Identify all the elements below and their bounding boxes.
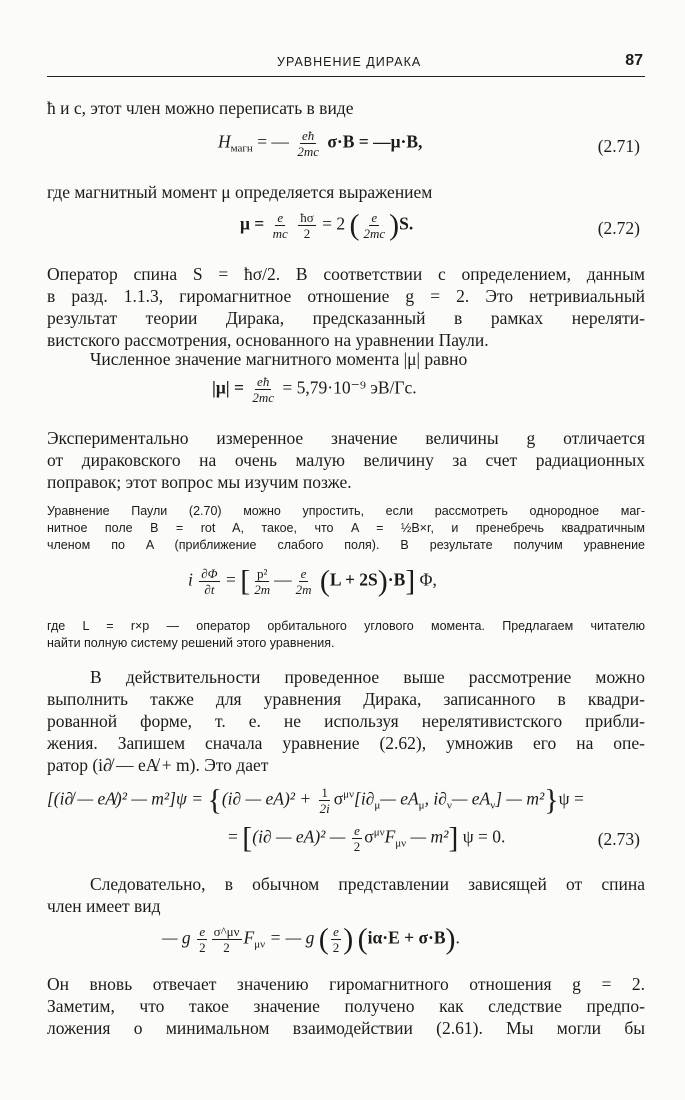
eq272-frac3 [361,210,387,241]
eq272-num1: e [277,210,284,225]
eqs-paren2-open: ( [357,922,368,956]
eqp-frac2 [294,566,314,597]
eqp-num1: p² [256,566,268,581]
paragraph-final-line-3: ложения о минимальном взаимодействии (2.61). Мы могли бы [47,1018,645,1038]
eqp-mid: L + 2S [329,569,378,590]
eq272-den3: 2mc [363,226,386,241]
eqmu-den: 2mc [252,390,275,405]
eq273-brace-close: } [544,783,559,817]
eq272-frac1 [271,210,290,241]
eq273-l1g-sub: ν [490,799,496,812]
paragraph-final-line-2: Заметим, что такое значение получено как следствие предпо- [47,996,645,1016]
small-print-pauli-line-3: членом по A (приближение слабого поля). В результате получим уравнение [47,538,645,552]
small-print-orbital-line-1: где L = r×p — оператор орбитального углового момента. Предлагаем читателю [47,619,645,633]
paragraph-spin-line-3: результат теории Дирака, предсказанный в рамках нереляти- [47,308,645,328]
eqs-f: F [243,927,255,948]
eq273-l2c-sup: μν [373,826,385,839]
small-print-pauli-line-2: нитное поле B = rot A, такое, что A = ½B×r, и пренебречь квадратичным [47,521,645,535]
eq273-brace-open: { [207,783,222,817]
eq271-num: eħ [302,128,315,143]
eqp-paren-close: ) [377,564,388,598]
eq273-l2-bracket-open: [ [242,821,253,855]
eqs-mid: = — g [269,927,315,948]
eq-number-2-73: (2.73) [597,829,640,849]
page-header [47,52,645,77]
eq273-l2d: F [384,826,396,847]
eq272-frac2 [298,210,316,241]
eqs-rhs: iα·E + σ·B [367,927,446,948]
eq273-den-b: 2 [353,839,361,854]
eqmu-lhs: |μ| = [212,377,244,398]
eqs-den2: 2 [223,940,230,955]
eq-number-2-71: (2.71) [597,136,640,156]
paragraph-dirac-line-2: выполнить также для уравнения Дирака, записанного в квадри- [47,689,645,709]
eq272-den1: mc [272,226,288,241]
eq273-l1b: (i∂ — eA)² + [221,788,312,809]
eq273-den-a: 2i [319,801,330,816]
eq272-den2: 2 [303,226,311,241]
running-title: УРАВНЕНИЕ ДИРАКА [277,55,422,69]
eq273-frac-a [318,785,332,816]
paragraph-spin-line-2: в разд. 1.1.3, гиромагнитное отношение g = 2. Это нетривиальный [47,286,645,306]
eq273-num-a: 1 [321,785,328,800]
paragraph-intro: ħ и c, этот член можно переписать в виде [47,98,354,118]
eq271-fraction [295,128,321,159]
eq273-l2f: ψ = 0. [462,826,506,847]
eq273-l2a: = [228,826,238,847]
eqs-frac1 [197,924,208,955]
eqmu-rhs: = 5,79·10⁻⁹ эВ/Гс. [282,377,417,398]
equation-2-71 [218,128,422,159]
paragraph-spin-line-4: вистского рассмотрения, основанного на уравнении Паули. [47,330,489,350]
small-print-pauli-line-1: Уравнение Паули (2.70) можно упростить, если рассмотреть однородное маг- [47,504,645,518]
eq271-sub: магн [230,142,253,155]
paragraph-experiment-line-1: Экспериментально измеренное значение величины g отличается [47,428,645,448]
paragraph-dirac-line-1: В действительности проведенное выше рассмотрение можно [90,667,645,687]
eq273-l2d-sub: μν [395,837,407,850]
paragraph-spin-term-line-1: Следовательно, в обычном представлении зависящей от спина [90,874,645,894]
small-print-orbital-line-2: найти полную систему решений этого уравнения. [47,636,335,650]
eqs-frac3 [331,924,342,955]
equation-2-73-line-2 [228,823,505,854]
eqp-num2: e [300,566,307,581]
eq273-l1f: , i∂ [424,788,447,809]
eq273-l2b: (i∂ — eA)² — [252,826,346,847]
eqs-f-sub: μν [254,938,266,951]
eqp-frac1 [252,566,272,597]
eq273-l2e: — m² [410,826,449,847]
equation-2-72 [240,210,413,241]
eqp-eq: = [225,569,236,590]
eqp-num0: ∂Φ [201,566,218,581]
eqp-rhs: Φ, [419,569,437,590]
eq273-l1g: — eA [451,788,491,809]
eqp-frac0 [199,566,219,597]
eqmu-num: eħ [257,374,270,389]
eq273-l1c-sup: μν [343,788,355,801]
eq-number-2-72: (2.72) [597,218,640,238]
eq272-lhs: μ = [240,213,265,234]
eq273-num-b: e [354,823,360,838]
eq272-mid: = 2 [322,213,346,234]
eqmu-fraction [250,374,276,405]
eqp-paren-open: ( [319,564,330,598]
eq272-paren-open: ( [349,208,360,242]
paragraph-spin-line-1: Оператор спина S = ħσ/2. В соответствии с определением, данным [47,264,645,284]
paragraph-experiment-line-2: от дираковского на очень малую величину за счет радиационных [47,450,645,470]
eq273-l2c: σ [364,826,374,847]
eq271-rest1: = — [257,131,289,152]
eqp-den0: ∂t [204,582,215,597]
eqp-bracket-open: [ [240,564,251,598]
paragraph-dirac-line-5: ратор (i∂̸ — eA̸ + m). Это дает [47,755,269,775]
eq273-l1d-sub: μ [374,799,381,812]
eqs-paren2-close: ) [445,922,456,956]
eq273-l1i: ψ = [558,788,584,809]
paragraph-moment: где магнитный момент μ определяется выражением [47,182,433,202]
equation-2-73-line-1 [47,785,584,816]
eq273-l1d: [i∂ [354,788,375,809]
eqs-num1: e [199,924,206,939]
eqs-num3: e [333,924,339,939]
eqp-dotb: ·B [387,569,406,590]
eq273-l1e: — eA [380,788,419,809]
eqs-den1: 2 [199,940,206,955]
page-number: 87 [625,52,643,69]
eqp-lhs: i [188,569,193,590]
eq271-rest2: σ·B = —μ·B, [327,131,423,152]
eq273-l1a: [(i∂̸ — eA̸)² — m²]ψ = [47,788,204,809]
eqs-paren1-close: ) [343,922,354,956]
paragraph-spin-term-line-2: член имеет вид [47,896,161,916]
paragraph-experiment-line-3: поправок; этот вопрос мы изучим позже. [47,472,352,492]
eqp-bracket-close: ] [405,564,416,598]
eq272-num3: e [371,210,378,225]
eqs-den3: 2 [332,940,340,955]
eqp-den1: 2m [254,582,271,597]
equation-pauli-weak-field [188,566,437,597]
eq273-l1e-sub: μ [418,799,425,812]
paragraph-dirac-line-4: жения. Запишем сначала уравнение (2.62), умножив его на опе- [47,733,645,753]
equation-spin-term: — g $\frac{e}{2}$ $\frac{\sigma\^{}\mu\nu}{2}$ $F_{\mu\nu}$ = — g ( $\frac{e}{2}$ ) (iα·E + σ·B). [162,922,460,956]
equation-mu-value [212,374,417,405]
eq273-l2-bracket-close: ] [448,821,459,855]
eqp-den2: 2m [295,582,312,597]
eq271-den: 2mc [297,144,319,159]
eq272-rhs: S. [399,213,414,234]
eqs-g: — g [162,927,191,948]
eqs-num2: σ^μν [213,924,240,939]
eq271-label: H [218,131,231,152]
eq272-num2: ħσ [300,210,314,225]
eqp-minus: — [274,569,292,590]
paragraph-numeric-value: Численное значение магнитного момента |μ| равно [90,349,468,369]
paragraph-final-line-1: Он вновь отвечает значению гиромагнитного отношения g = 2. [47,974,645,994]
eq272-paren-close: ) [389,208,400,242]
eqs-frac2 [212,924,242,955]
paragraph-dirac-line-3: рованной форме, т. е. не используя нерелятивистского прибли- [47,711,645,731]
eq273-l1c: σ [333,788,344,809]
eq273-frac-b [352,823,363,854]
eq273-l1f-sub: ν [446,799,452,812]
eq273-l1h: ] — m² [495,788,545,809]
eqs-paren1-open: ( [318,922,329,956]
